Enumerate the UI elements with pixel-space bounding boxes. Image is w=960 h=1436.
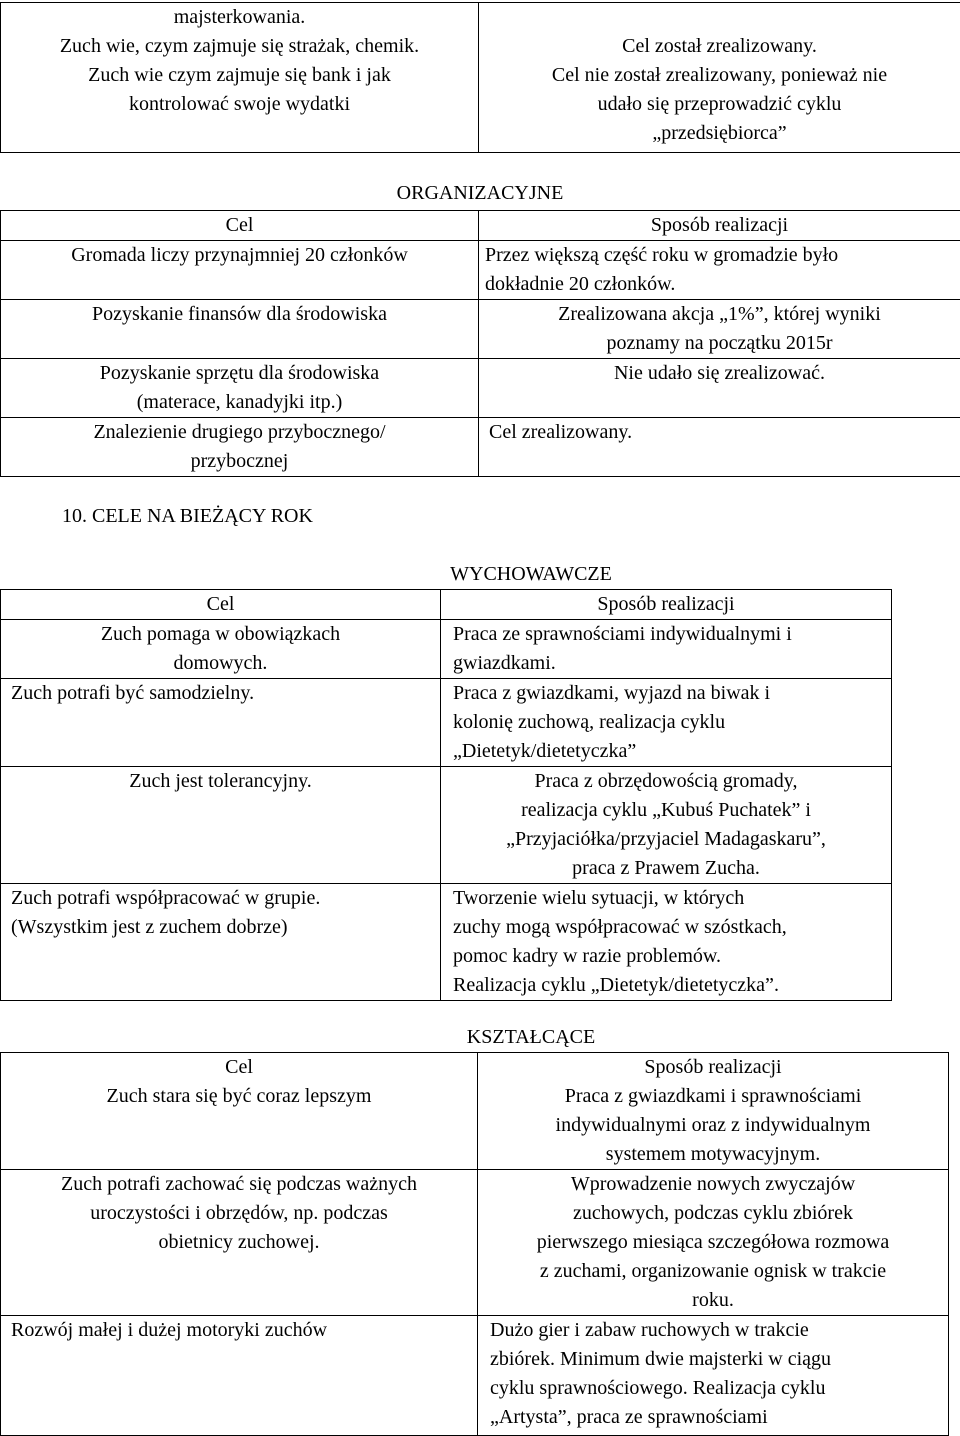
cell-text: (Wszystkim jest z zuchem dobrze) (11, 913, 434, 942)
cell-text: Dużo gier i zabaw ruchowych w trakcie (490, 1316, 942, 1345)
cell-text: „Przyjaciółka/przyjaciel Madagaskaru”, (447, 825, 885, 854)
method-cell (478, 1170, 949, 1316)
goal-cell (1, 3, 479, 153)
goal-header: Cel (1, 211, 479, 241)
cell-text: Zuch potrafi być samodzielny. (11, 679, 434, 708)
cell-text: udało się przeprowadzić cyklu (485, 90, 954, 119)
goal-cell (1, 884, 441, 1001)
table-row (1, 1316, 949, 1436)
organizational-title: ORGANIZACYJNE (0, 179, 960, 208)
method-cell (441, 679, 892, 767)
cell-text: uroczystości i obrzędów, np. podczas (7, 1199, 471, 1228)
goal-header: Cel (1, 590, 441, 620)
cell-text: Pozyskanie finansów dla środowiska (7, 300, 472, 329)
cell-text: Zuch stara się być coraz lepszym (7, 1082, 471, 1111)
table-header-row (1, 590, 892, 620)
learning-table (0, 1052, 949, 1436)
table-row (1, 1170, 949, 1316)
method-cell (441, 767, 892, 884)
cell-text: Praca ze sprawnościami indywidualnymi i (453, 620, 885, 649)
cell-text: Zuch potrafi zachować się podczas ważnych (7, 1170, 471, 1199)
table-row (1, 679, 892, 767)
cell-text: Gromada liczy przynajmniej 20 członków (7, 241, 472, 270)
cell-text: majsterkowania. (7, 3, 472, 32)
table-row (1, 418, 960, 477)
cell-text: dokładnie 20 członków. (485, 270, 954, 299)
cell-text: cyklu sprawnościowego. Realizacja cyklu (490, 1374, 942, 1403)
cell-text: pomoc kadry w razie problemów. (453, 942, 885, 971)
learning-title: KSZTAŁCĄCE (0, 1023, 960, 1052)
table-header-row (1, 211, 960, 241)
goal-cell (1, 359, 479, 418)
goal-cell (1, 1053, 478, 1170)
method-header: Sposób realizacji (484, 1053, 942, 1082)
cell-text: indywidualnymi oraz z indywidualnym (484, 1111, 942, 1140)
cell-text: (materace, kanadyjki itp.) (7, 388, 472, 417)
cell-text: Zuch potrafi współpracować w grupie. (11, 884, 434, 913)
cell-text: Praca z obrzędowością gromady, (447, 767, 885, 796)
cell-text: pierwszego miesiąca szczegółowa rozmowa (484, 1228, 942, 1257)
cell-text: Zrealizowana akcja „1%”, której wyniki (485, 300, 954, 329)
method-cell (478, 1053, 949, 1170)
cell-text: kolonię zuchową, realizacja cyklu (453, 708, 885, 737)
goal-header: Cel (7, 1053, 471, 1082)
table-row (1, 620, 892, 679)
cell-text: Pozyskanie sprzętu dla środowiska (7, 359, 472, 388)
method-cell (478, 1316, 949, 1436)
table-row (1, 359, 960, 418)
cell-text: roku. (484, 1286, 942, 1315)
goal-cell (1, 1170, 478, 1316)
cell-text: realizacja cyklu „Kubuś Puchatek” i (447, 796, 885, 825)
goal-cell (1, 1316, 478, 1436)
method-header: Sposób realizacji (441, 590, 892, 620)
cell-text: Nie udało się zrealizować. (485, 359, 954, 388)
cell-text: Praca z gwiazdkami i sprawnościami (484, 1082, 942, 1111)
cell-text: praca z Prawem Zucha. (447, 854, 885, 883)
goal-cell (1, 300, 479, 359)
method-cell (479, 3, 960, 153)
cell-text: Zuch wie, czym zajmuje się strażak, chemik. (7, 32, 472, 61)
goal-cell (1, 679, 441, 767)
table-row (1, 1053, 949, 1170)
cell-text: „Artysta”, praca ze sprawnościami (490, 1403, 942, 1432)
cell-text: Cel został zrealizowany. (485, 32, 954, 61)
cell-text: zuchowych, podczas cyklu zbiórek (484, 1199, 942, 1228)
cell-text: zbiórek. Minimum dwie majsterki w ciągu (490, 1345, 942, 1374)
cell-text: Praca z gwiazdkami, wyjazd na biwak i (453, 679, 885, 708)
educational-table (0, 589, 892, 1001)
cell-text: Wprowadzenie nowych zwyczajów (484, 1170, 942, 1199)
cell-text: „Dietetyk/dietetyczka” (453, 737, 885, 766)
method-cell (479, 241, 960, 300)
method-cell (479, 359, 960, 418)
cell-text: Zuch wie czym zajmuje się bank i jak (7, 61, 472, 90)
table-row (1, 767, 892, 884)
method-header: Sposób realizacji (479, 211, 960, 241)
cell-text: Zuch pomaga w obowiązkach (7, 620, 434, 649)
method-cell (479, 418, 960, 477)
cell-text: zuchy mogą współpracować w szóstkach, (453, 913, 885, 942)
cell-text: przybocznej (7, 447, 472, 476)
goal-cell (1, 620, 441, 679)
method-cell (441, 884, 892, 1001)
cell-text: poznamy na początku 2015r (485, 329, 954, 358)
cell-text: domowych. (7, 649, 434, 678)
goal-cell (1, 418, 479, 477)
cell-text: Cel nie został zrealizowany, ponieważ nie (485, 61, 954, 90)
method-cell (441, 620, 892, 679)
cell-text: systemem motywacyjnym. (484, 1140, 942, 1169)
cell-text: gwiazdkami. (453, 649, 885, 678)
cell-text: kontrolować swoje wydatki (7, 90, 472, 119)
organizational-table (0, 210, 960, 477)
cell-text: Realizacja cyklu „Dietetyk/dietetyczka”. (453, 971, 885, 1000)
cell-text: Przez większą część roku w gromadzie było (485, 241, 954, 270)
cell-text: Cel zrealizowany. (489, 418, 954, 447)
method-cell (479, 300, 960, 359)
table-row (1, 884, 892, 1001)
cell-text: Rozwój małej i dużej motoryki zuchów (11, 1316, 471, 1345)
table-row (1, 3, 960, 153)
cell-text: Zuch jest tolerancyjny. (7, 767, 434, 796)
educational-title: WYCHOWAWCZE (0, 560, 960, 589)
cell-text: z zuchami, organizowanie ognisk w trakcie (484, 1257, 942, 1286)
cell-text: „przedsiębiorca” (485, 119, 954, 148)
cell-text: Tworzenie wielu sytuacji, w których (453, 884, 885, 913)
section-heading: 10. CELE NA BIEŻĄCY ROK (62, 502, 313, 531)
cell-text: Znalezienie drugiego przybocznego/ (7, 418, 472, 447)
table-row (1, 300, 960, 359)
table-row (1, 241, 960, 300)
goal-cell (1, 767, 441, 884)
previous-goals-table (0, 2, 960, 153)
cell-text: obietnicy zuchowej. (7, 1228, 471, 1257)
goal-cell (1, 241, 479, 300)
